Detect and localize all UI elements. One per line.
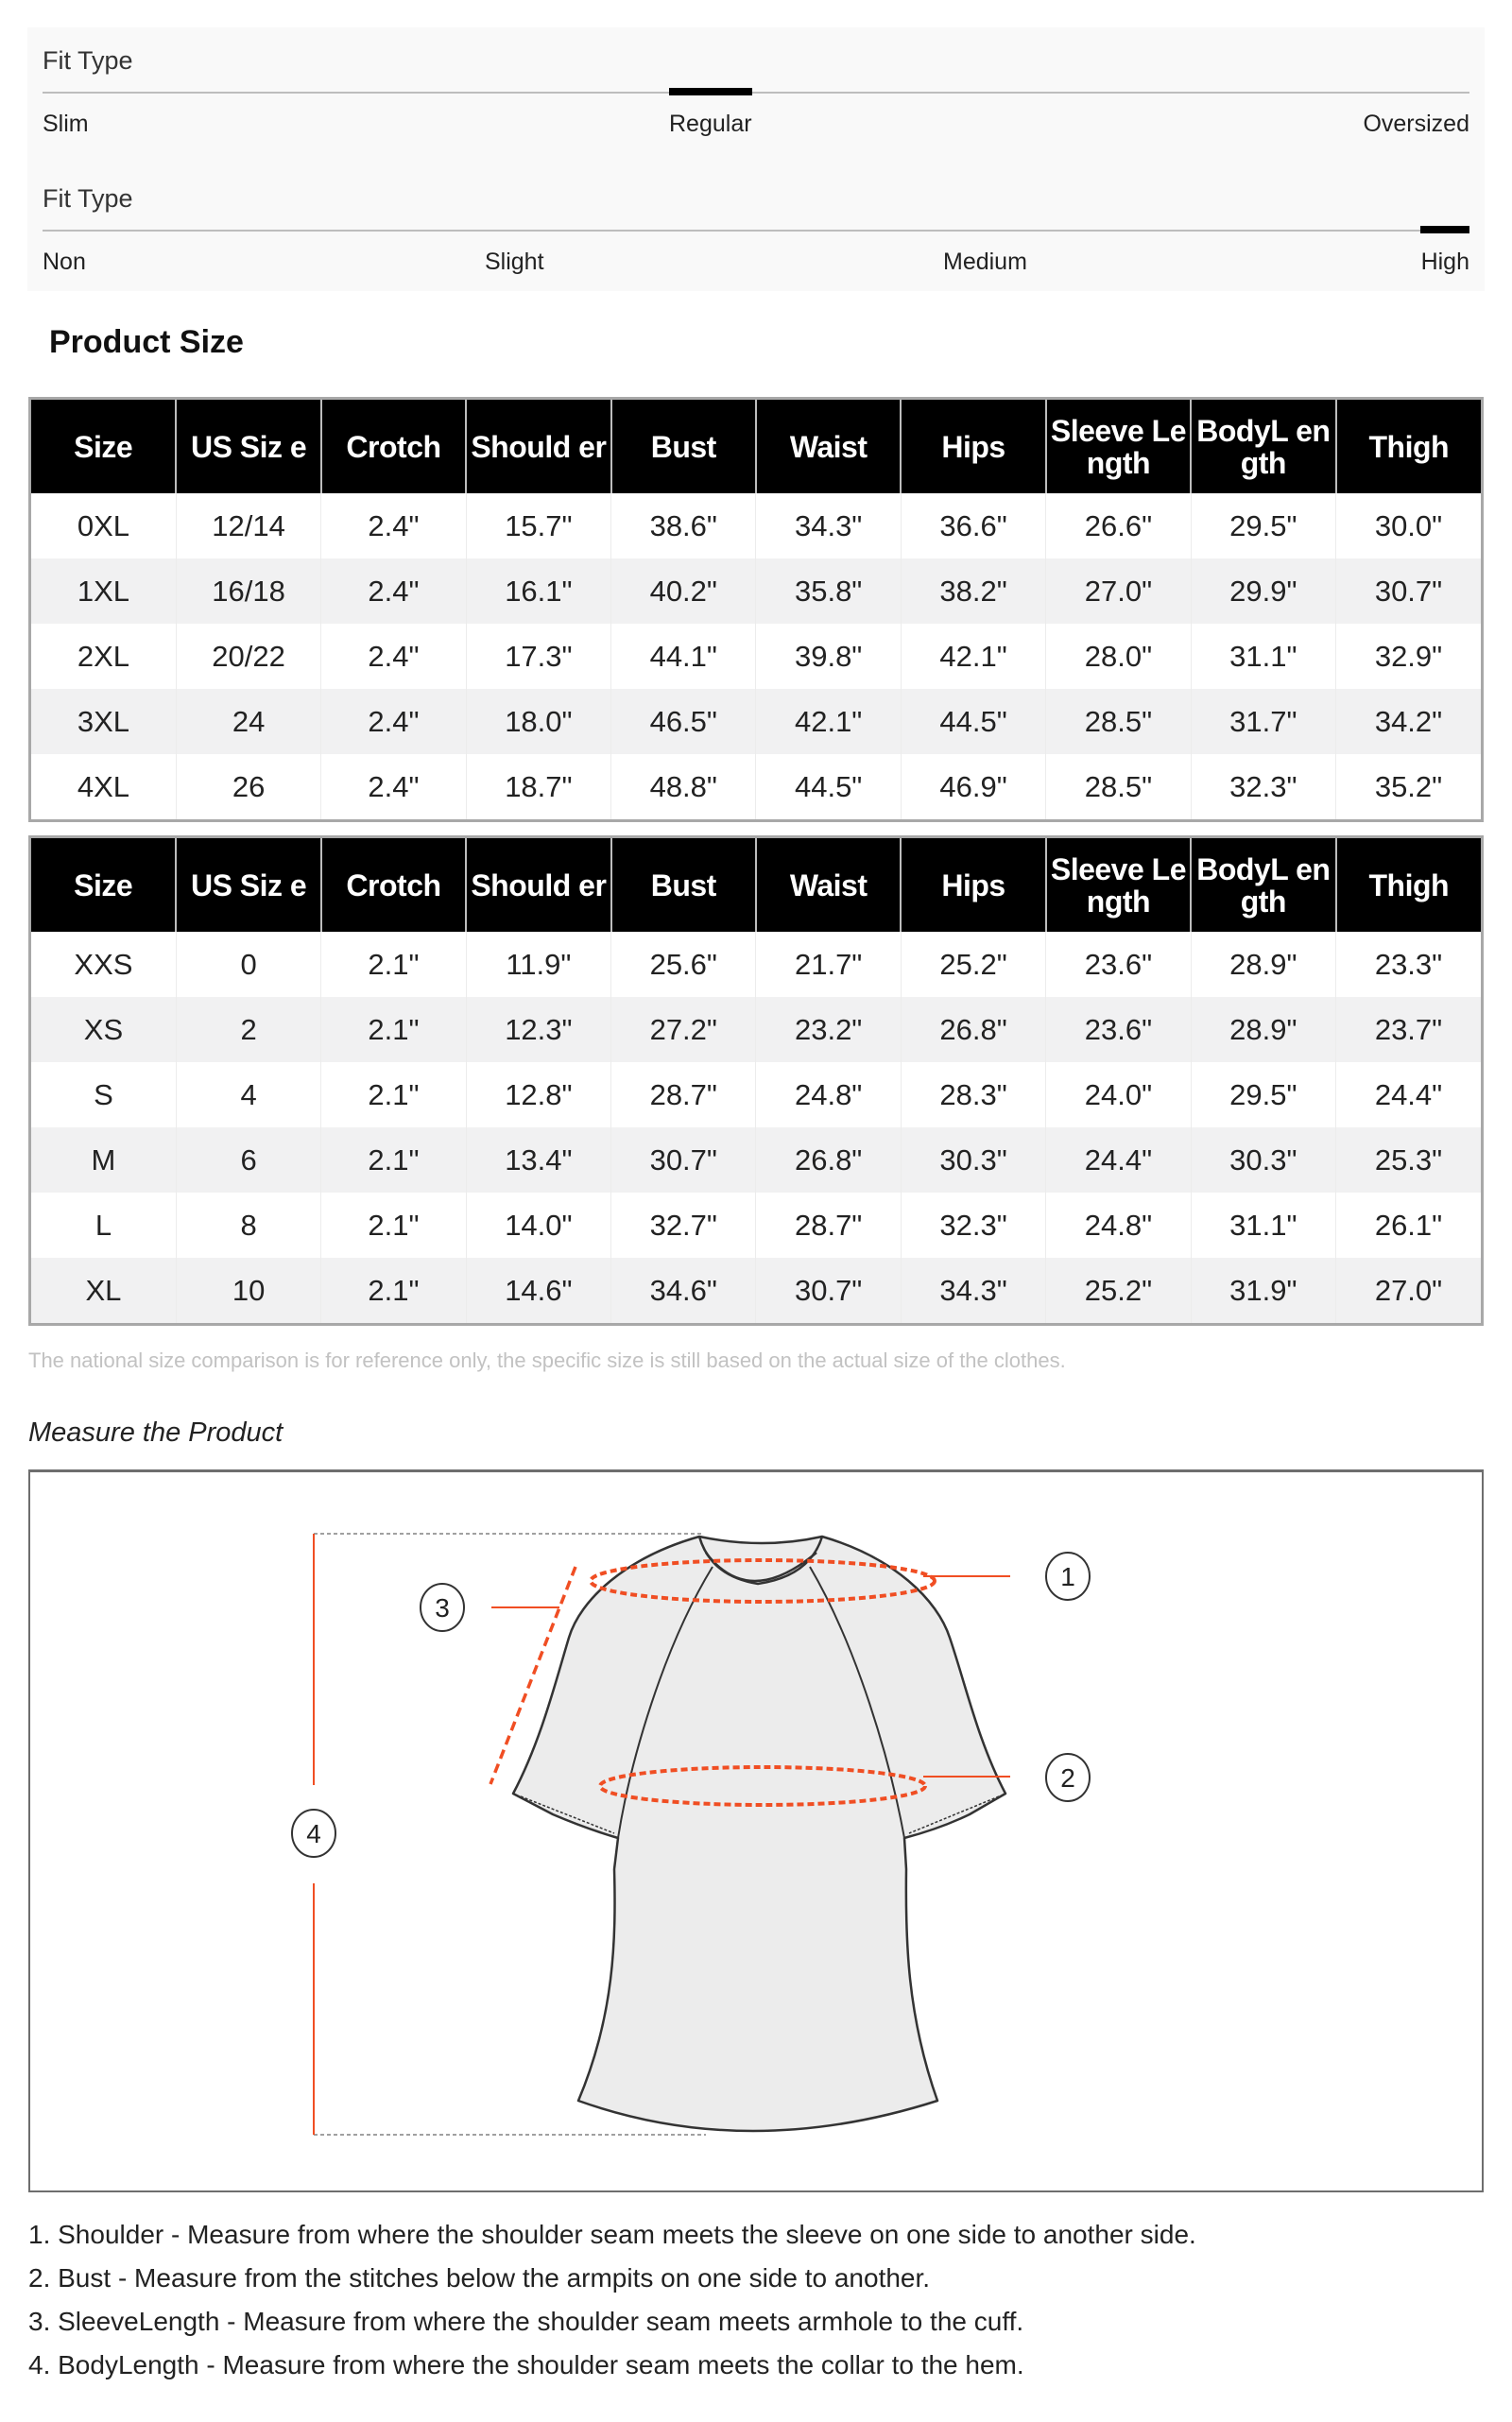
col-hips: Hips [901, 400, 1045, 493]
cell-sleeve-length: 28.5" [1046, 689, 1191, 754]
fit-label-oversized: Oversized [1363, 111, 1469, 137]
cell-crotch: 2.1" [321, 1127, 466, 1193]
cell-waist: 42.1" [756, 689, 901, 754]
cell-bust: 30.7" [611, 1127, 756, 1193]
cell-thigh: 35.2" [1374, 769, 1443, 803]
cell-body-length: 31.9" [1191, 1258, 1335, 1323]
col-bust: Bust [611, 400, 756, 493]
col-crotch: Crotch [321, 838, 466, 932]
cell-bust: 44.1" [611, 624, 756, 689]
cell-us-size: 8 [176, 1193, 320, 1258]
cell-sleeve-length: 25.2" [1046, 1258, 1191, 1323]
cell-shoulder: 16.1" [466, 558, 610, 624]
stretch-label-medium: Medium [943, 249, 1027, 275]
cell-sleeve-length: 24.8" [1046, 1193, 1191, 1258]
cell-size: 4XL [31, 754, 176, 819]
cell-size: M [31, 1127, 176, 1193]
cell-crotch: 2.4" [321, 689, 466, 754]
cell-crotch: 2.1" [321, 1258, 466, 1323]
cell-thigh: 25.3" [1336, 1127, 1481, 1193]
cell-crotch: 2.1" [321, 932, 466, 997]
cell-hips: 44.5" [901, 689, 1045, 754]
cell-shoulder: 11.9" [466, 932, 610, 997]
cell-thigh: 23.7" [1336, 997, 1481, 1062]
cell-size: 2XL [31, 624, 176, 689]
cell-size: XL [31, 1258, 176, 1323]
cell-body-length: 28.9" [1191, 932, 1335, 997]
cell-shoulder: 18.0" [466, 689, 610, 754]
col-crotch: Crotch [321, 400, 466, 493]
cell-thigh: 30.0" [1374, 508, 1443, 542]
cell-size: XS [31, 997, 176, 1062]
cell-waist: 34.3" [756, 493, 901, 558]
col-us-size: US Siz e [176, 838, 320, 932]
cell-us-size: 4 [176, 1062, 320, 1127]
cell-us-size: 6 [176, 1127, 320, 1193]
cell-bust: 32.7" [611, 1193, 756, 1258]
col-waist: Waist [756, 838, 901, 932]
cell-crotch: 2.4" [321, 624, 466, 689]
cell-crotch: 2.1" [321, 1062, 466, 1127]
col-waist: Waist [756, 400, 901, 493]
cell-hips: 32.3" [901, 1193, 1045, 1258]
cell-hips: 34.3" [901, 1258, 1045, 1323]
cell-body-length: 29.9" [1191, 558, 1335, 624]
cell-sleeve-length: 26.6" [1046, 493, 1191, 558]
size-disclaimer: The national size comparison is for reference only, the specific size is still based on the actual size of the clothes. [28, 1348, 1066, 1372]
col-thigh: Thigh [1336, 400, 1481, 493]
cell-crotch: 2.4" [321, 558, 466, 624]
cell-us-size: 24 [176, 689, 320, 754]
label-circle-2 [1046, 1754, 1090, 1801]
measurement-diagram [28, 1469, 1484, 2192]
cell-thigh: 32.9" [1374, 639, 1443, 673]
cell-shoulder: 12.3" [466, 997, 610, 1062]
cell-us-size: 12/14 [176, 493, 320, 558]
cell-size: 1XL [31, 558, 176, 624]
stretch-label-non: Non [43, 249, 86, 275]
cell-bust: 40.2" [611, 558, 756, 624]
svg-text:3: 3 [435, 1593, 450, 1623]
fit-type-title: Fit Type [43, 46, 133, 75]
cell-waist: 21.7" [756, 932, 901, 997]
instruction-sleeve-length: 3. SleeveLength - Measure from where the shoulder seam meets armhole to the cuff. [28, 2307, 1024, 2336]
cell-waist: 23.2" [756, 997, 901, 1062]
cell-hips: 30.3" [901, 1127, 1045, 1193]
cell-us-size: 26 [176, 754, 320, 819]
cell-sleeve-length: 24.0" [1046, 1062, 1191, 1127]
cell-hips: 25.2" [901, 932, 1045, 997]
cell-waist: 30.7" [756, 1258, 901, 1323]
cell-body-length: 32.3" [1191, 754, 1335, 819]
cell-thigh: 23.3" [1374, 947, 1443, 981]
measurement-instructions [28, 2217, 1196, 2391]
instruction-shoulder: 1. Shoulder - Measure from where the shoulder seam meets the sleeve on one side to another side. [28, 2220, 1196, 2249]
cell-waist: 28.7" [756, 1193, 901, 1258]
svg-text:4: 4 [306, 1819, 321, 1848]
cell-sleeve-length: 28.0" [1046, 624, 1191, 689]
cell-thigh: 34.2" [1336, 689, 1481, 754]
col-sleeve-length: Sleeve Length [1046, 838, 1191, 932]
col-shoulder: Should er [466, 838, 610, 932]
col-sleeve-length: Sleeve Length [1046, 400, 1191, 493]
stretch-title: Fit Type [43, 184, 133, 213]
cell-sleeve-length: 28.5" [1046, 754, 1191, 819]
cell-us-size: 10 [176, 1258, 320, 1323]
instruction-bust: 2. Bust - Measure from the stitches below the armpits on one side to another. [28, 2263, 931, 2293]
stretch-label-slight: Slight [485, 249, 544, 275]
cell-body-length: 29.5" [1191, 493, 1335, 558]
cell-crotch: 2.4" [321, 754, 466, 819]
cell-us-size: 20/22 [176, 624, 320, 689]
cell-bust: 28.7" [611, 1062, 756, 1127]
col-us-size: US Siz e [176, 400, 320, 493]
col-body-length: BodyL ength [1191, 838, 1335, 932]
cell-size: XXS [31, 932, 176, 997]
svg-text:2: 2 [1060, 1763, 1075, 1793]
cell-sleeve-length: 24.4" [1046, 1127, 1191, 1193]
cell-hips: 38.2" [901, 558, 1045, 624]
col-size: Size [31, 838, 176, 932]
cell-body-length: 29.5" [1191, 1062, 1335, 1127]
cell-bust: 27.2" [611, 997, 756, 1062]
cell-thigh: 27.0" [1336, 1258, 1481, 1323]
cell-shoulder: 17.3" [466, 624, 610, 689]
col-body-length: BodyL ength [1191, 400, 1335, 493]
col-shoulder: Should er [466, 400, 610, 493]
measure-title: Measure the Product [28, 1417, 284, 1448]
product-size-title: Product Size [49, 324, 244, 360]
label-circle-3 [421, 1584, 464, 1631]
col-size: Size [31, 400, 176, 493]
cell-waist: 39.8" [756, 624, 901, 689]
cell-crotch: 2.4" [321, 493, 466, 558]
cell-hips: 46.9" [901, 754, 1045, 819]
cell-thigh: 30.7" [1336, 558, 1481, 624]
cell-crotch: 2.1" [321, 1193, 466, 1258]
cell-hips: 28.3" [901, 1062, 1045, 1127]
cell-size: 0XL [31, 493, 176, 558]
cell-bust: 25.6" [611, 932, 756, 997]
cell-sleeve-length: 23.6" [1046, 997, 1191, 1062]
cell-us-size: 0 [176, 932, 320, 997]
cell-waist: 44.5" [756, 754, 901, 819]
col-bust: Bust [611, 838, 756, 932]
cell-sleeve-length: 27.0" [1046, 558, 1191, 624]
cell-hips: 42.1" [901, 624, 1045, 689]
instruction-body-length: 4. BodyLength - Measure from where the shoulder seam meets the collar to the hem. [28, 2350, 1024, 2379]
svg-text:1: 1 [1060, 1562, 1075, 1591]
tshirt-diagram-icon [2, 3, 1512, 2422]
cell-size: S [31, 1062, 176, 1127]
cell-hips: 36.6" [901, 493, 1045, 558]
cell-bust: 46.5" [611, 689, 756, 754]
cell-shoulder: 13.4" [466, 1127, 610, 1193]
cell-size: 3XL [31, 689, 176, 754]
cell-waist: 35.8" [756, 558, 901, 624]
cell-bust: 34.6" [611, 1258, 756, 1323]
fit-label-regular: Regular [669, 111, 752, 137]
col-hips: Hips [901, 838, 1045, 932]
stretch-label-high: High [1420, 249, 1469, 275]
cell-body-length: 28.9" [1191, 997, 1335, 1062]
cell-us-size: 2 [176, 997, 320, 1062]
cell-body-length: 31.7" [1191, 689, 1335, 754]
cell-thigh: 26.1" [1374, 1208, 1443, 1242]
cell-size: L [31, 1193, 176, 1258]
cell-sleeve-length: 23.6" [1046, 932, 1191, 997]
cell-crotch: 2.1" [321, 997, 466, 1062]
cell-shoulder: 18.7" [466, 754, 610, 819]
cell-shoulder: 14.6" [466, 1258, 610, 1323]
cell-thigh: 24.4" [1374, 1077, 1443, 1111]
cell-body-length: 30.3" [1191, 1127, 1335, 1193]
label-circle-4 [292, 1810, 335, 1857]
cell-waist: 24.8" [756, 1062, 901, 1127]
cell-bust: 48.8" [611, 754, 756, 819]
cell-shoulder: 14.0" [466, 1193, 610, 1258]
label-circle-1 [1046, 1553, 1090, 1600]
cell-hips: 26.8" [901, 997, 1045, 1062]
cell-body-length: 31.1" [1191, 624, 1335, 689]
cell-shoulder: 12.8" [466, 1062, 610, 1127]
col-thigh: Thigh [1336, 838, 1481, 932]
cell-us-size: 16/18 [176, 558, 320, 624]
cell-body-length: 31.1" [1191, 1193, 1335, 1258]
fit-label-slim: Slim [43, 111, 89, 137]
cell-waist: 26.8" [756, 1127, 901, 1193]
cell-shoulder: 15.7" [466, 493, 610, 558]
cell-bust: 38.6" [611, 493, 756, 558]
